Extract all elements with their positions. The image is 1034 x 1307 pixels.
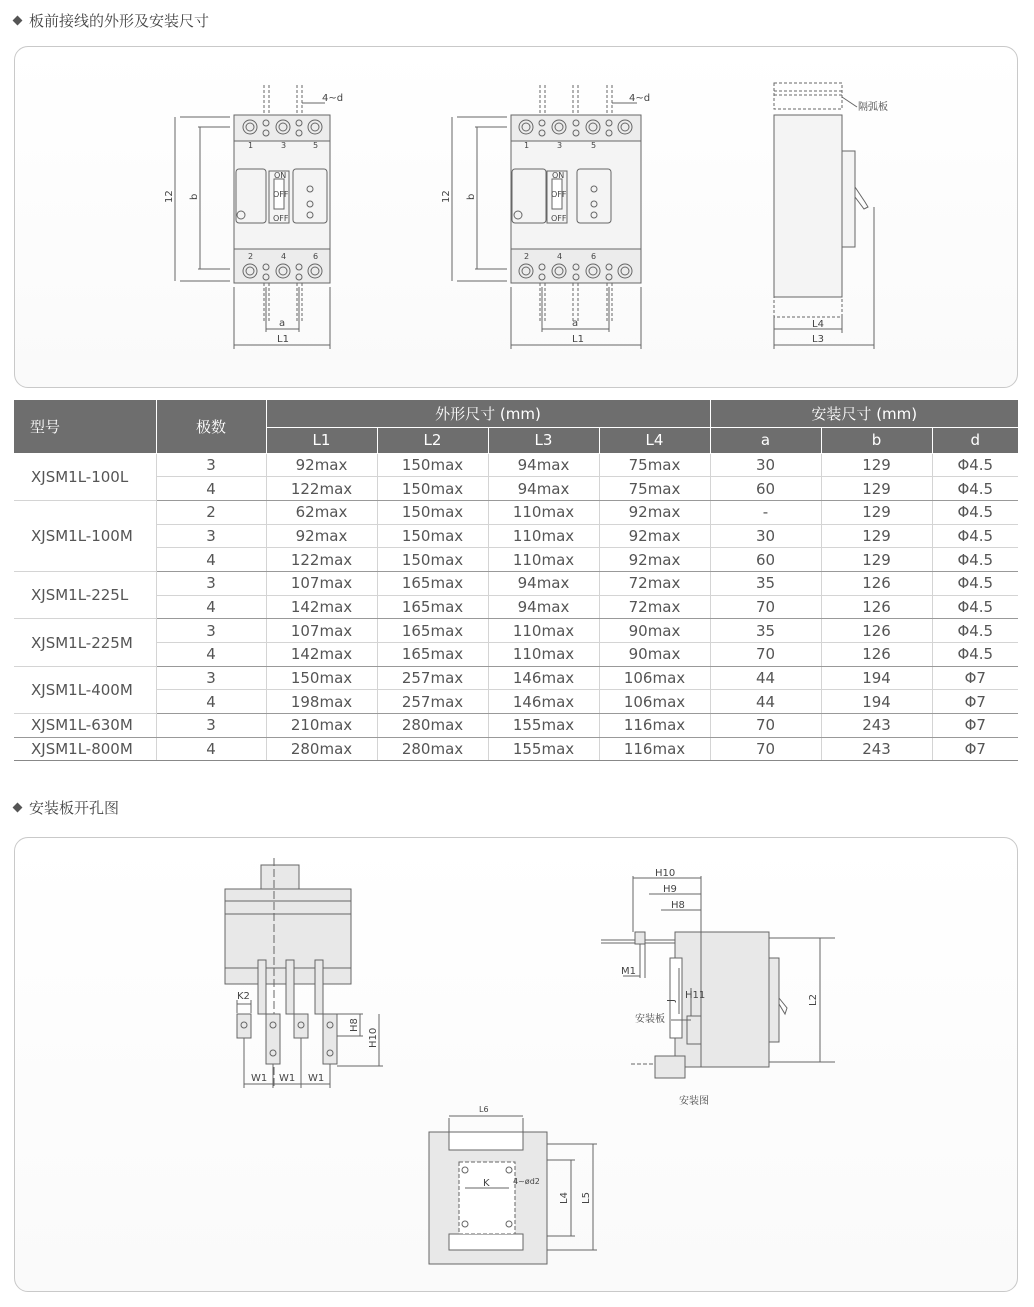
cutout-plate-view bbox=[429, 1116, 597, 1264]
header-mount-dimensions: 安装尺寸 (mm) bbox=[710, 400, 1018, 427]
table-cell: 257max bbox=[377, 690, 488, 714]
table-cell: Φ7 bbox=[932, 737, 1018, 761]
switch-off-label: OFF bbox=[273, 214, 289, 223]
m1-label: M1 bbox=[621, 966, 636, 977]
table-cell: 257max bbox=[377, 666, 488, 690]
table-cell: Φ7 bbox=[932, 690, 1018, 714]
section-title: 安装板开孔图 bbox=[29, 799, 120, 817]
table-cell: 122max bbox=[266, 548, 377, 572]
table-cell: 62max bbox=[266, 500, 377, 524]
l4-label: L4 bbox=[812, 319, 824, 330]
table-cell: Φ4.5 bbox=[932, 524, 1018, 548]
arc-barrier-label: 隔弧板 bbox=[858, 102, 888, 113]
table-cell: 106max bbox=[599, 666, 710, 690]
table-cell: Φ4.5 bbox=[932, 643, 1018, 667]
outline-drawings bbox=[15, 47, 1019, 389]
table-row bbox=[14, 453, 1018, 477]
table-cell: Φ7 bbox=[932, 714, 1018, 738]
model-cell: XJSM1L-100L bbox=[14, 453, 156, 500]
h11-label: H11 bbox=[685, 990, 706, 1001]
table-cell: 165max bbox=[377, 619, 488, 643]
table-cell: 3 bbox=[156, 524, 266, 548]
hole-label: 4~d bbox=[322, 93, 344, 104]
table-cell: 243 bbox=[821, 714, 932, 738]
cutout-drawings bbox=[15, 838, 1019, 1293]
table-cell: 94max bbox=[488, 595, 599, 619]
table-cell: 35 bbox=[710, 571, 821, 595]
table-row bbox=[14, 571, 1018, 595]
hole-label: 4~d bbox=[629, 93, 651, 104]
header-b: b bbox=[821, 427, 932, 453]
table-cell: 129 bbox=[821, 500, 932, 524]
table-cell: 150max bbox=[377, 500, 488, 524]
cutout-drawing-panel bbox=[14, 837, 1018, 1292]
model-cell: XJSM1L-225M bbox=[14, 619, 156, 666]
terminal-number: 2 bbox=[248, 252, 254, 261]
l1-label: L1 bbox=[277, 334, 289, 345]
table-cell: 4 bbox=[156, 643, 266, 667]
table-cell: 210max bbox=[266, 714, 377, 738]
table-cell: 146max bbox=[488, 690, 599, 714]
table-cell: 4 bbox=[156, 595, 266, 619]
outline-drawing-panel bbox=[14, 46, 1018, 388]
table-cell: 155max bbox=[488, 714, 599, 738]
table-cell: 75max bbox=[599, 477, 710, 501]
w1-label: W1 bbox=[308, 1073, 325, 1084]
terminal-number: 4 bbox=[557, 252, 563, 261]
table-row bbox=[14, 595, 1018, 619]
table-cell: 75max bbox=[599, 453, 710, 477]
terminal-number: 3 bbox=[557, 141, 563, 150]
side-view bbox=[774, 83, 874, 349]
table-cell: 94max bbox=[488, 453, 599, 477]
table-cell: 107max bbox=[266, 571, 377, 595]
l1-label: L1 bbox=[572, 334, 584, 345]
table-cell: 94max bbox=[488, 571, 599, 595]
table-cell: Φ4.5 bbox=[932, 453, 1018, 477]
table-cell: 60 bbox=[710, 477, 821, 501]
table-row bbox=[14, 524, 1018, 548]
table-cell: 165max bbox=[377, 571, 488, 595]
table-cell: 280max bbox=[266, 737, 377, 761]
table-cell: 165max bbox=[377, 595, 488, 619]
table-cell: 129 bbox=[821, 477, 932, 501]
plate-label: 安装板 bbox=[635, 1014, 665, 1025]
table-cell: 92max bbox=[599, 524, 710, 548]
table-cell: 4 bbox=[156, 737, 266, 761]
section-heading-cutout bbox=[14, 797, 119, 818]
terminal-number: 6 bbox=[313, 252, 319, 261]
table-cell: 150max bbox=[377, 524, 488, 548]
diamond-bullet-icon bbox=[13, 803, 23, 813]
table-cell: 92max bbox=[266, 524, 377, 548]
terminal-number: 1 bbox=[524, 141, 530, 150]
table-row bbox=[14, 737, 1018, 761]
table-cell: 3 bbox=[156, 571, 266, 595]
table-row bbox=[14, 548, 1018, 572]
table-cell: Φ4.5 bbox=[932, 619, 1018, 643]
table-cell: 280max bbox=[377, 714, 488, 738]
table-cell: 126 bbox=[821, 571, 932, 595]
table-cell: 129 bbox=[821, 548, 932, 572]
section-title: 板前接线的外形及安装尺寸 bbox=[29, 12, 210, 30]
table-cell: Φ4.5 bbox=[932, 548, 1018, 572]
terminal-number: 5 bbox=[313, 141, 319, 150]
table-cell: 150max bbox=[266, 666, 377, 690]
table-cell: 4 bbox=[156, 477, 266, 501]
table-cell: 126 bbox=[821, 619, 932, 643]
terminal-number: 2 bbox=[524, 252, 530, 261]
table-cell: 142max bbox=[266, 595, 377, 619]
table-cell: 2 bbox=[156, 500, 266, 524]
b-label: b bbox=[466, 193, 477, 200]
table-cell: 110max bbox=[488, 619, 599, 643]
table-row bbox=[14, 666, 1018, 690]
diamond-bullet-icon bbox=[13, 16, 23, 26]
table-cell: - bbox=[710, 500, 821, 524]
table-cell: Φ7 bbox=[932, 666, 1018, 690]
table-cell: 142max bbox=[266, 643, 377, 667]
table-cell: 194 bbox=[821, 666, 932, 690]
terminal-number: 1 bbox=[248, 141, 254, 150]
header-a: a bbox=[710, 427, 821, 453]
table-cell: 92max bbox=[599, 548, 710, 572]
terminal-number: 6 bbox=[591, 252, 597, 261]
table-cell: 92max bbox=[599, 500, 710, 524]
l4-label: L4 bbox=[559, 1192, 570, 1204]
hole-label: 4~ød2 bbox=[513, 1177, 540, 1186]
table-cell: 116max bbox=[599, 714, 710, 738]
front-view-3pole bbox=[175, 85, 330, 349]
table-cell: Φ4.5 bbox=[932, 500, 1018, 524]
table-cell: Φ4.5 bbox=[932, 595, 1018, 619]
table-cell: 150max bbox=[377, 548, 488, 572]
table-cell: 35 bbox=[710, 619, 821, 643]
switch-on-label: ON bbox=[274, 171, 287, 180]
table-cell: 30 bbox=[710, 524, 821, 548]
table-cell: 150max bbox=[377, 477, 488, 501]
terminal-number: 5 bbox=[591, 141, 597, 150]
table-cell: 44 bbox=[710, 666, 821, 690]
table-cell: 280max bbox=[377, 737, 488, 761]
table-cell: 90max bbox=[599, 619, 710, 643]
cutout-side-view bbox=[601, 876, 835, 1078]
switch-on-label: ON bbox=[552, 171, 565, 180]
h9-label: H9 bbox=[663, 884, 677, 895]
table-row bbox=[14, 643, 1018, 667]
table-cell: 129 bbox=[821, 453, 932, 477]
table-cell: 106max bbox=[599, 690, 710, 714]
table-cell: 92max bbox=[266, 453, 377, 477]
table-cell: 70 bbox=[710, 714, 821, 738]
table-row bbox=[14, 619, 1018, 643]
height-label: 12 bbox=[441, 190, 452, 203]
table-cell: 126 bbox=[821, 595, 932, 619]
l3-label: L3 bbox=[812, 334, 824, 345]
header-l2: L2 bbox=[377, 427, 488, 453]
switch-off-label: OFF bbox=[551, 190, 567, 199]
mounting-caption: 安装图 bbox=[679, 1096, 709, 1107]
h8-label: H8 bbox=[349, 1018, 360, 1032]
model-cell: XJSM1L-630M bbox=[14, 714, 156, 738]
table-row bbox=[14, 714, 1018, 738]
header-d: d bbox=[932, 427, 1018, 453]
j-label: J bbox=[666, 999, 677, 1002]
table-cell: 90max bbox=[599, 643, 710, 667]
h10-label: H10 bbox=[655, 868, 676, 879]
header-l3: L3 bbox=[488, 427, 599, 453]
height-label: 12 bbox=[164, 190, 175, 203]
table-cell: 243 bbox=[821, 737, 932, 761]
model-cell: XJSM1L-400M bbox=[14, 666, 156, 713]
model-cell: XJSM1L-100M bbox=[14, 500, 156, 571]
h8-label: H8 bbox=[671, 900, 685, 911]
a-label: a bbox=[572, 318, 579, 329]
table-cell: 70 bbox=[710, 737, 821, 761]
table-cell: 110max bbox=[488, 500, 599, 524]
table-cell: 4 bbox=[156, 690, 266, 714]
table-cell: 107max bbox=[266, 619, 377, 643]
table-cell: 3 bbox=[156, 666, 266, 690]
l2-label: L2 bbox=[808, 994, 819, 1006]
terminal-number: 3 bbox=[281, 141, 287, 150]
table-cell: 30 bbox=[710, 453, 821, 477]
table-cell: 3 bbox=[156, 619, 266, 643]
l5-label: L5 bbox=[581, 1192, 592, 1204]
table-cell: 150max bbox=[377, 453, 488, 477]
w1-label: W1 bbox=[251, 1073, 268, 1084]
table-cell: 110max bbox=[488, 524, 599, 548]
table-cell: 165max bbox=[377, 643, 488, 667]
table-cell: 60 bbox=[710, 548, 821, 572]
l6-label: L6 bbox=[479, 1105, 489, 1114]
table-cell: 122max bbox=[266, 477, 377, 501]
table-cell: 3 bbox=[156, 714, 266, 738]
table-cell: 129 bbox=[821, 524, 932, 548]
header-poles: 极数 bbox=[156, 400, 266, 453]
switch-off-label: OFF bbox=[551, 214, 567, 223]
table-cell: 72max bbox=[599, 571, 710, 595]
table-cell: 194 bbox=[821, 690, 932, 714]
model-cell: XJSM1L-225L bbox=[14, 571, 156, 618]
b-label: b bbox=[189, 193, 200, 200]
model-cell: XJSM1L-800M bbox=[14, 737, 156, 761]
k2-label: K2 bbox=[237, 991, 250, 1002]
table-cell: 70 bbox=[710, 643, 821, 667]
table-cell: 155max bbox=[488, 737, 599, 761]
table-cell: 116max bbox=[599, 737, 710, 761]
table-cell: 3 bbox=[156, 453, 266, 477]
k-label: K bbox=[483, 1178, 490, 1189]
table-row bbox=[14, 477, 1018, 501]
table-cell: 110max bbox=[488, 643, 599, 667]
h10-label: H10 bbox=[368, 1027, 379, 1048]
table-cell: 70 bbox=[710, 595, 821, 619]
table-cell: Φ4.5 bbox=[932, 477, 1018, 501]
table-cell: 94max bbox=[488, 477, 599, 501]
section-heading-dimensions bbox=[14, 10, 209, 31]
w1-label: W1 bbox=[279, 1073, 296, 1084]
header-outer-dimensions: 外形尺寸 (mm) bbox=[266, 400, 710, 427]
table-cell: 198max bbox=[266, 690, 377, 714]
spec-table bbox=[14, 400, 1018, 761]
table-cell: 44 bbox=[710, 690, 821, 714]
table-cell: 110max bbox=[488, 548, 599, 572]
table-cell: 72max bbox=[599, 595, 710, 619]
table-cell: Φ4.5 bbox=[932, 571, 1018, 595]
terminal-number: 4 bbox=[281, 252, 287, 261]
a-label: a bbox=[279, 318, 286, 329]
table-cell: 126 bbox=[821, 643, 932, 667]
header-l4: L4 bbox=[599, 427, 710, 453]
table-row bbox=[14, 690, 1018, 714]
front-view-4pole bbox=[452, 85, 641, 349]
spec-table-body bbox=[14, 453, 1018, 761]
table-row bbox=[14, 500, 1018, 524]
table-cell: 4 bbox=[156, 548, 266, 572]
header-l1: L1 bbox=[266, 427, 377, 453]
table-cell: 146max bbox=[488, 666, 599, 690]
cutout-front-view bbox=[225, 858, 383, 1088]
switch-off-label: OFF bbox=[273, 190, 289, 199]
header-model: 型号 bbox=[14, 400, 156, 453]
